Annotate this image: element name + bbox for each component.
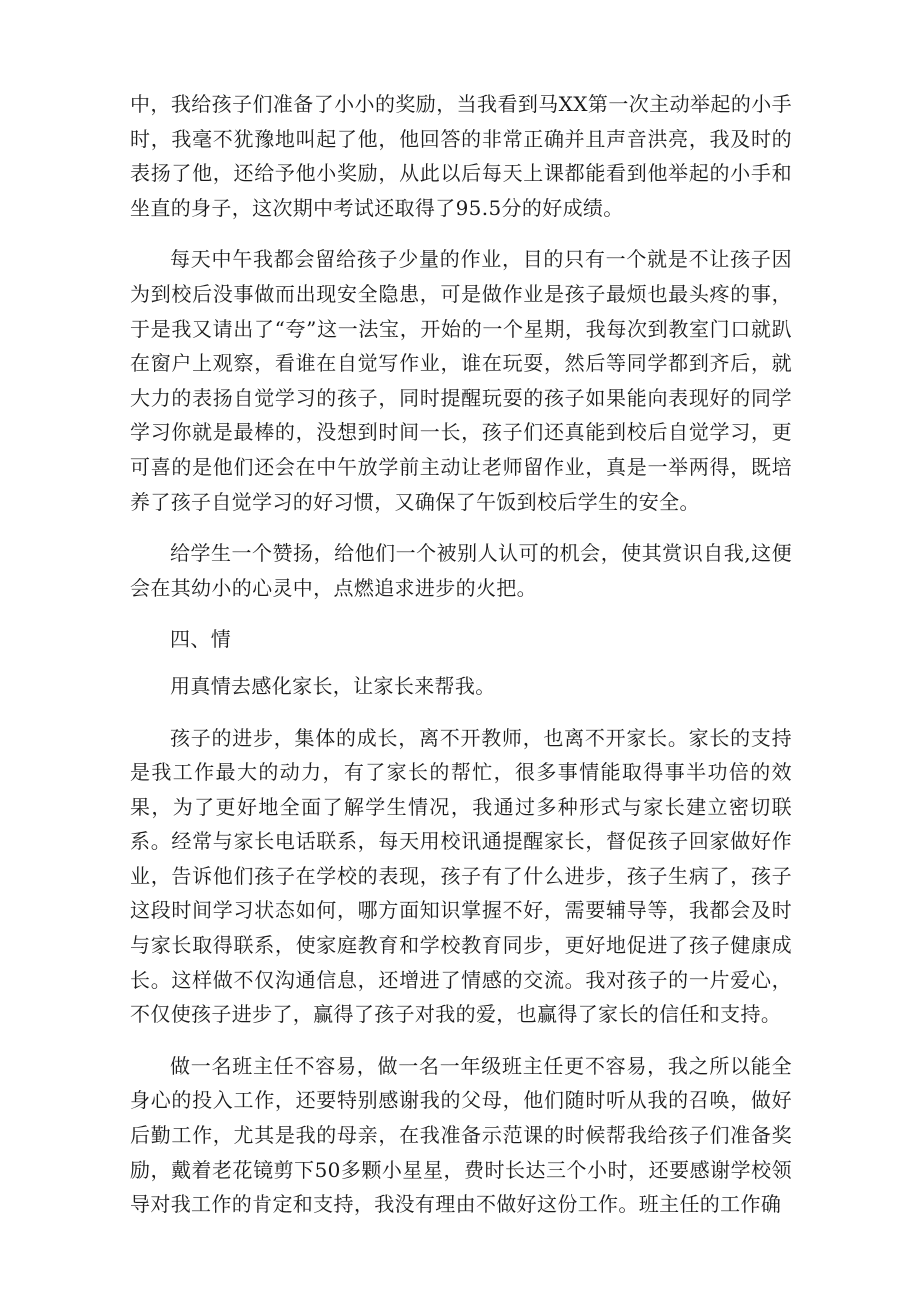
paragraph-acknowledgement: 做一名班主任不容易，做一名一年级班主任更不容易，我之所以能全身心的投入工作，还要特别感谢我的父母，他们随时听从我的召唤，做好后勤工作，尤其是我的母亲，在我准备示范课的时候帮我给孩子们准备奖励，戴着老花镜剪下50多颗小星星，费时长达三个小时，还要感谢学校领导对我工作的肯定和支持，我没有理由不做好这份工作。班主任的工作确: [130, 1053, 792, 1217]
paragraph-reward-continuation: 中，我给孩子们准备了小小的奖励，当我看到马XX第一次主动举起的小手时，我毫不犹豫地叫起了他，他回答的非常正确并且声音洪亮，我及时的表扬了他，还给予他小奖励，从此以后每天上课都能看到他举起的小手和坐直的身子，这次期中考试还取得了95.5分的好成绩。: [130, 92, 792, 220]
document-page: [130, 87, 792, 1239]
paragraph-parent-contact: 孩子的进步，集体的成长，离不开教师，也离不开家长。家长的支持是我工作最大的动力，有了家长的帮忙，很多事情能取得事半功倍的效果，为了更好地全面了解学生情况，我通过多种形式与家长建立密切联系。经常与家长电话联系，每天用校讯通提醒家长，督促孩子回家做好作业，告诉他们孩子在学校的表现，孩子有了什么进步，孩子生病了，孩子这段时间学习状态如何，哪方面知识掌握不好，需要辅导等，我都会及时与家长取得联系，使家庭教育和学校教育同步，更好地促进了孩子健康成长。这样做不仅沟通信息，还增进了情感的交流。我对孩子的一片爱心，不仅使孩子进步了，赢得了孩子对我的爱，也赢得了家长的信任和支持。: [130, 725, 792, 1027]
paragraph-praise-summary: 给学生一个赞扬，给他们一个被别人认可的机会，使其赏识自我,这便会在其幼小的心灵中，点燃追求进步的火把。: [130, 541, 792, 600]
section-subtitle: 用真情去感化家长，让家长来帮我。: [170, 673, 496, 698]
section-heading-qing: 四、情: [170, 627, 232, 652]
paragraph-noon-homework: 每天中午我都会留给孩子少量的作业，目的只有一个就是不让孩子因为到校后没事做而出现安全隐患，可是做作业是孩子最烦也最头疼的事，于是我又请出了“夸”这一法宝，开始的一个星期，我每次到教室门口就趴在窗户上观察，看谁在自觉写作业，谁在玩耍，然后等同学都到齐后，就大力的表扬自觉学习的孩子，同时提醒玩耍的孩子如果能向表现好的同学学习你就是最棒的，没想到时间一长，孩子们还真能到校后自觉学习，更可喜的是他们还会在中午放学前主动让老师留作业，真是一举两得，既培养了孩子自觉学习的好习惯，又确保了午饭到校后学生的安全。: [130, 247, 792, 514]
